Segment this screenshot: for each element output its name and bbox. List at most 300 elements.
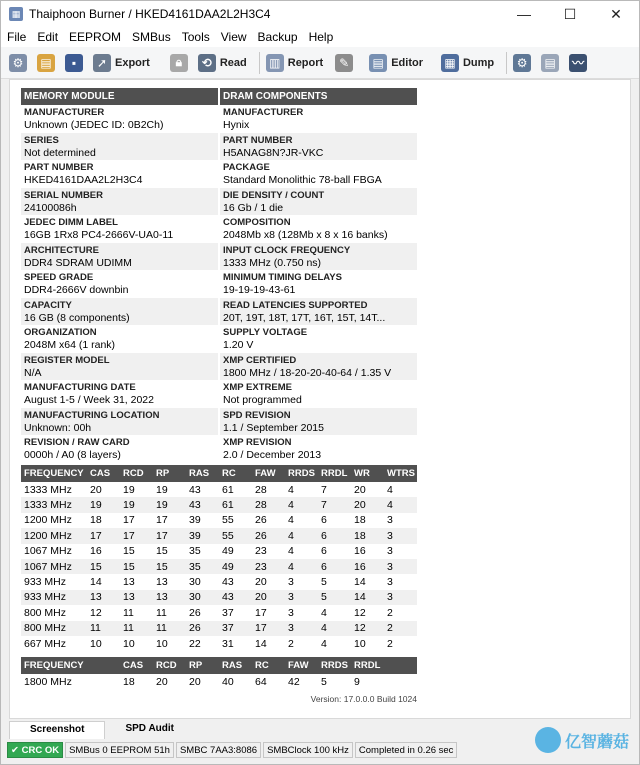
timing-cell: 5 <box>321 576 327 589</box>
menu-file[interactable]: File <box>7 30 27 44</box>
report-panel <box>9 79 631 719</box>
timing-cell: 10 <box>123 637 135 650</box>
module-field-value: DDR4-2666V downbin <box>24 284 129 296</box>
bottom-tabs <box>9 721 194 739</box>
timing-cell: 1200 MHz <box>21 528 87 543</box>
tab-spd-audit[interactable]: SPD Audit <box>125 723 174 734</box>
module-field-row <box>21 435 218 463</box>
dram-field-label: PACKAGE <box>223 162 270 173</box>
timing-header-cell: RAS <box>186 465 219 482</box>
dram-field-value: 16 Gb / 1 die <box>223 201 284 214</box>
xmp-header-cell: RP <box>186 657 219 674</box>
module-field-value: 24100086h <box>24 201 77 214</box>
wrench-icon: ✎ <box>335 54 353 72</box>
dram-field-value: H5ANAG8N?JR-VKC <box>223 146 324 159</box>
timing-header-cell: RCD <box>120 465 153 482</box>
timing-cell: 15 <box>87 559 120 574</box>
timing-cell: 800 MHz <box>24 606 67 619</box>
timing-cell: 6 <box>321 514 327 527</box>
timing-cell: 18 <box>354 514 366 527</box>
dram-field-value: 2.0 / December 2013 <box>223 449 322 461</box>
timing-cell: 19 <box>123 483 135 496</box>
dram-components-column <box>220 88 417 463</box>
timing-cell: 39 <box>189 514 201 527</box>
xmp-header-cell: RRDL <box>351 657 384 674</box>
timing-cell: 933 MHz <box>24 576 67 589</box>
xmp-header-cell: RRDS <box>318 657 351 674</box>
timing-cell: 15 <box>123 545 135 558</box>
timing-cell: 28 <box>255 483 267 496</box>
module-field-row <box>21 160 218 188</box>
report-icon: ▥ <box>266 54 284 72</box>
minimize-button[interactable]: — <box>517 6 531 22</box>
menu-eeprom[interactable]: EEPROM <box>69 30 122 44</box>
module-field-row <box>21 270 218 298</box>
timing-cell: 20 <box>252 590 285 605</box>
timing-cell: 1067 MHz <box>24 545 72 558</box>
dram-field-row <box>220 298 417 326</box>
folder-icon: ▤ <box>37 54 55 72</box>
timing-cell: 61 <box>222 483 234 496</box>
module-field-label: MANUFACTURER <box>24 107 105 118</box>
timing-row <box>21 621 417 636</box>
module-field-value: HKED4161DAA2L2H3C4 <box>24 174 143 186</box>
timing-cell: 19 <box>156 483 168 496</box>
timing-cell: 55 <box>219 528 252 543</box>
module-field-row <box>21 298 218 326</box>
timing-cell: 30 <box>189 576 201 589</box>
dram-field-row <box>220 188 417 216</box>
timing-cell: 4 <box>321 606 327 619</box>
timing-cell: 14 <box>90 576 102 589</box>
xmp-cell: 18 <box>123 675 135 688</box>
xmp-cell: 40 <box>222 675 234 688</box>
xmp-header-cell: RC <box>252 657 285 674</box>
timing-cell: 17 <box>156 514 168 527</box>
module-field-value: Unknown (JEDEC ID: 0B2Ch) <box>24 119 164 131</box>
timing-cell: 16 <box>351 559 384 574</box>
timing-cell: 16 <box>90 545 102 558</box>
timing-header-cell: FAW <box>252 465 285 482</box>
dram-field-value: 2048Mb x8 (128Mb x 8 x 16 banks) <box>223 229 388 241</box>
app-icon: ▦ <box>9 7 23 21</box>
timing-row <box>21 636 417 651</box>
dram-field-label: INPUT CLOCK FREQUENCY <box>223 244 351 256</box>
timing-cell: 4 <box>387 483 393 496</box>
dram-field-value: Not programmed <box>223 394 302 406</box>
timing-row <box>21 497 417 512</box>
timing-cell: 2 <box>288 637 294 650</box>
dram-field-label: MINIMUM TIMING DELAYS <box>223 272 342 283</box>
window-title: Thaiphoon Burner / HKED4161DAA2L2H3C4 <box>29 7 271 21</box>
timing-header-cell: FREQUENCY <box>21 465 87 482</box>
timing-cell: 20 <box>351 497 384 512</box>
dram-field-value: 1800 MHz / 18-20-20-40-64 / 1.35 V <box>223 366 392 379</box>
watermark-logo-icon <box>535 727 561 753</box>
monitor-icon: 〰 <box>569 54 587 72</box>
timing-cell: 55 <box>222 514 234 527</box>
module-field-label: SPEED GRADE <box>24 272 94 283</box>
detect-button[interactable] <box>9 50 31 76</box>
monitor-button[interactable] <box>569 50 591 76</box>
timing-cell: 4 <box>288 545 294 558</box>
timing-cell: 37 <box>219 621 252 636</box>
timing-cell: 12 <box>90 606 102 619</box>
timing-cell: 17 <box>252 621 285 636</box>
timing-cell: 35 <box>186 559 219 574</box>
crc-status: ✔ CRC OK <box>7 742 63 758</box>
timing-cell: 10 <box>90 637 102 650</box>
timing-row <box>21 559 417 574</box>
dram-field-label: SUPPLY VOLTAGE <box>223 327 308 338</box>
read-button[interactable] <box>198 50 247 76</box>
xmp-cell: 64 <box>255 675 267 688</box>
xmp-cell: 9 <box>354 675 360 688</box>
memory-module-column <box>21 88 218 463</box>
timing-table <box>21 465 417 651</box>
dram-field-label: MANUFACTURER <box>223 107 304 118</box>
xmp-header-cell: RAS <box>219 657 252 674</box>
timing-row <box>21 574 417 589</box>
save-button[interactable] <box>65 50 87 76</box>
dram-field-label: XMP REVISION <box>223 437 292 448</box>
toolbar-separator <box>259 52 260 74</box>
xmp-cell: 1800 MHz <box>24 675 72 688</box>
timing-cell: 26 <box>252 528 285 543</box>
timing-cell: 17 <box>153 528 186 543</box>
timing-row <box>21 590 417 605</box>
version-label: Version: 17.0.0.0 Build 1024 <box>310 694 417 704</box>
dram-field-value: 20T, 19T, 18T, 17T, 16T, 15T, 14T... <box>223 311 386 324</box>
timing-cell: 16 <box>354 545 366 558</box>
timing-cell: 17 <box>87 528 120 543</box>
watermark-text: 亿智蘑菇 <box>564 733 629 751</box>
maximize-button[interactable]: ☐ <box>563 5 577 22</box>
xmp-cell: 20 <box>156 675 168 688</box>
report-label: Report <box>287 56 324 69</box>
dram-field-label: XMP CERTIFIED <box>223 354 297 366</box>
timing-header-cell: WR <box>351 465 384 482</box>
xmp-timing-table <box>21 657 417 689</box>
timing-cell: 13 <box>87 590 120 605</box>
timing-cell: 4 <box>288 483 294 496</box>
timing-header-cell: WTRS <box>384 465 417 482</box>
timing-cell: 20 <box>354 483 366 496</box>
smbc-status: SMBC 7AA3:8086 <box>176 742 261 758</box>
xmp-cell <box>384 674 417 689</box>
timing-cell: 4 <box>285 528 318 543</box>
timing-cell: 1067 MHz <box>21 559 87 574</box>
xmp-header-cell <box>87 657 120 674</box>
timing-cell: 28 <box>252 497 285 512</box>
timing-cell: 3 <box>384 559 417 574</box>
dram-field-value: Standard Monolithic 78-ball FBGA <box>223 174 382 186</box>
timing-cell: 14 <box>255 637 267 650</box>
dram-field-row <box>220 133 417 161</box>
dram-field-label: SPD REVISION <box>223 409 291 421</box>
timing-cell: 26 <box>255 514 267 527</box>
module-field-label: SERIAL NUMBER <box>24 189 103 201</box>
module-field-row <box>21 105 218 133</box>
module-field-label: MANUFACTURING LOCATION <box>24 409 160 421</box>
menu-view[interactable]: View <box>220 30 247 44</box>
menu-backup[interactable]: Backup <box>257 30 298 44</box>
dump-label: Dump <box>462 56 495 69</box>
tools-button[interactable] <box>335 50 357 76</box>
timing-cell: 15 <box>120 559 153 574</box>
timing-cell: 11 <box>153 621 186 636</box>
timing-header-cell: CAS <box>87 465 120 482</box>
module-field-value: 2048M x64 (1 rank) <box>24 339 116 351</box>
module-field-row <box>21 133 218 161</box>
timing-cell: 11 <box>120 621 153 636</box>
timing-cell: 26 <box>186 621 219 636</box>
completed-status: Completed in 0.26 sec <box>355 742 458 758</box>
module-field-value: Unknown: 00h <box>24 421 92 434</box>
dram-field-row <box>220 105 417 133</box>
dram-field-row <box>220 270 417 298</box>
export-icon: ➚ <box>93 54 111 72</box>
timing-row <box>21 544 417 559</box>
timing-cell: 4 <box>318 621 351 636</box>
timing-cell: 18 <box>90 514 102 527</box>
tab-screenshot[interactable]: Screenshot <box>9 721 105 739</box>
lock-button[interactable] <box>170 50 192 76</box>
module-field-row <box>21 325 218 353</box>
timing-cell: 61 <box>219 497 252 512</box>
timing-cell: 18 <box>351 528 384 543</box>
timing-cell: 6 <box>318 528 351 543</box>
timing-cell: 43 <box>186 497 219 512</box>
timing-cell: 15 <box>153 559 186 574</box>
timing-cell: 6 <box>318 559 351 574</box>
dram-field-row <box>220 215 417 243</box>
timing-cell: 3 <box>285 590 318 605</box>
timing-cell: 3 <box>285 621 318 636</box>
timing-cell: 23 <box>252 559 285 574</box>
dram-field-row <box>220 353 417 381</box>
dram-field-label: DIE DENSITY / COUNT <box>223 189 325 201</box>
timing-row <box>21 528 417 543</box>
timing-cell: 7 <box>318 497 351 512</box>
dram-field-row <box>220 160 417 188</box>
timing-cell: 4 <box>285 559 318 574</box>
xmp-cell: 42 <box>288 675 300 688</box>
timing-cell: 15 <box>156 545 168 558</box>
xmp-cell: 20 <box>189 675 201 688</box>
module-field-label: REVISION / RAW CARD <box>24 437 130 448</box>
dram-field-row <box>220 325 417 353</box>
timing-cell: 13 <box>120 590 153 605</box>
timing-cell: 2 <box>384 621 417 636</box>
timing-cell: 3 <box>384 528 417 543</box>
timing-cell: 20 <box>255 576 267 589</box>
timing-header-cell: RC <box>219 465 252 482</box>
timing-cell: 14 <box>351 590 384 605</box>
memory-module-header: MEMORY MODULE <box>21 88 218 105</box>
timing-cell: 17 <box>255 606 267 619</box>
timing-cell: 10 <box>354 637 366 650</box>
dump-button[interactable] <box>441 50 494 76</box>
close-button[interactable]: ✕ <box>610 5 622 22</box>
xmp-header-cell: CAS <box>120 657 153 674</box>
timing-cell: 13 <box>153 590 186 605</box>
document-icon: ▤ <box>541 54 559 72</box>
module-field-value: August 1-5 / Week 31, 2022 <box>24 394 154 406</box>
xmp-header-cell <box>384 657 417 674</box>
module-field-label: ORGANIZATION <box>24 327 97 338</box>
xmp-cell: 5 <box>321 675 327 688</box>
timing-cell: 35 <box>189 545 201 558</box>
timing-cell: 19 <box>120 497 153 512</box>
timing-cell: 22 <box>189 637 201 650</box>
dram-field-value: 1.20 V <box>223 339 254 351</box>
timing-header-cell: RRDS <box>285 465 318 482</box>
timing-cell: 2 <box>387 606 393 619</box>
timing-cell: 4 <box>285 497 318 512</box>
dump-icon: ▦ <box>441 54 459 72</box>
timing-cell: 800 MHz <box>21 621 87 636</box>
timing-cell: 11 <box>156 606 167 619</box>
timing-cell: 3 <box>384 590 417 605</box>
dram-field-value: 19-19-19-43-61 <box>223 284 296 296</box>
crc-status-label: CRC OK <box>21 745 60 756</box>
xmp-row <box>21 674 417 689</box>
editor-label: Editor <box>391 56 423 69</box>
module-field-label: MANUFACTURING DATE <box>24 382 136 393</box>
module-field-label: SERIES <box>24 134 59 146</box>
dram-field-value: Hynix <box>223 119 250 131</box>
report-button[interactable] <box>266 50 323 76</box>
timing-cell: 933 MHz <box>21 590 87 605</box>
xmp-header-cell: FREQUENCY <box>21 657 87 674</box>
gear-icon: ⚙ <box>513 54 531 72</box>
timing-cell: 11 <box>87 621 120 636</box>
timing-cell: 1200 MHz <box>24 514 72 527</box>
timing-cell: 1333 MHz <box>21 497 87 512</box>
timing-cell: 4 <box>384 497 417 512</box>
timing-row <box>21 513 417 528</box>
dram-field-label: COMPOSITION <box>223 217 291 228</box>
read-icon: ⟲ <box>198 54 216 72</box>
timing-cell: 3 <box>288 606 294 619</box>
timing-cell: 2 <box>387 637 393 650</box>
dram-field-label: READ LATENCIES SUPPORTED <box>223 299 368 311</box>
module-field-label: JEDEC DIMM LABEL <box>24 217 118 228</box>
watermark <box>535 727 629 753</box>
lock-icon: 🔒︎ <box>170 54 188 72</box>
chip-icon: ⚙ <box>9 54 27 72</box>
module-field-label: PART NUMBER <box>24 162 94 173</box>
module-field-label: REGISTER MODEL <box>24 354 110 366</box>
smbclock-status: SMBClock 100 kHz <box>263 742 353 758</box>
module-field-value: N/A <box>24 366 42 379</box>
dram-components-header: DRAM COMPONENTS <box>220 88 417 105</box>
dram-field-label: PART NUMBER <box>223 134 293 146</box>
smbus-status: SMBus 0 EEPROM 51h <box>65 742 174 758</box>
timing-cell: 6 <box>321 545 327 558</box>
timing-cell: 13 <box>123 576 135 589</box>
timing-cell: 17 <box>120 528 153 543</box>
timing-cell: 11 <box>123 606 134 619</box>
dram-field-label: XMP EXTREME <box>223 382 292 393</box>
timing-cell: 49 <box>222 545 234 558</box>
timing-cell: 7 <box>321 483 327 496</box>
module-field-row <box>21 243 218 271</box>
timing-cell: 31 <box>222 637 234 650</box>
module-field-label: ARCHITECTURE <box>24 244 99 256</box>
xmp-cell <box>87 674 120 689</box>
timing-cell: 13 <box>156 576 168 589</box>
module-field-row <box>21 353 218 381</box>
timing-cell: 12 <box>351 621 384 636</box>
export-button[interactable] <box>93 50 150 76</box>
timing-cell: 3 <box>387 514 393 527</box>
timing-cell: 30 <box>186 590 219 605</box>
timing-cell: 43 <box>219 590 252 605</box>
timing-cell: 20 <box>90 483 102 496</box>
xmp-header-cell: RCD <box>153 657 186 674</box>
timing-cell: 3 <box>288 576 294 589</box>
timing-cell: 14 <box>354 576 366 589</box>
document-button[interactable] <box>541 50 563 76</box>
read-label: Read <box>219 56 247 69</box>
open-button[interactable] <box>37 50 59 76</box>
timing-cell: 23 <box>255 545 267 558</box>
dram-field-value: 1.1 / September 2015 <box>223 421 324 434</box>
module-field-row <box>21 408 218 436</box>
timing-cell: 5 <box>318 590 351 605</box>
menu-tools[interactable]: Tools <box>181 30 210 44</box>
editor-button[interactable] <box>369 50 423 76</box>
menu-edit[interactable]: Edit <box>37 30 59 44</box>
timing-cell: 43 <box>189 483 201 496</box>
toolbar <box>1 47 639 79</box>
export-label: Export <box>115 56 150 69</box>
timing-cell: 4 <box>288 514 294 527</box>
title-bar[interactable] <box>1 1 639 27</box>
timing-header-cell: RRDL <box>318 465 351 482</box>
xmp-header-cell: FAW <box>285 657 318 674</box>
timing-cell: 43 <box>222 576 234 589</box>
dram-field-row <box>220 435 417 463</box>
timing-cell: 667 MHz <box>24 637 67 650</box>
toolbar-separator <box>506 52 507 74</box>
module-field-row <box>21 380 218 408</box>
timing-cell: 1333 MHz <box>24 483 72 496</box>
module-field-value: 0000h / A0 (8 layers) <box>24 449 121 461</box>
timing-cell: 19 <box>153 497 186 512</box>
menu-smbus[interactable]: SMBus <box>132 30 171 44</box>
module-field-value: DDR4 SDRAM UDIMM <box>24 256 132 269</box>
timing-cell: 17 <box>123 514 135 527</box>
timing-cell: 19 <box>87 497 120 512</box>
module-field-row <box>21 188 218 216</box>
timing-cell: 10 <box>156 637 168 650</box>
dram-field-value: 1333 MHz (0.750 ns) <box>223 256 322 269</box>
module-field-value: Not determined <box>24 146 96 159</box>
menu-help[interactable]: Help <box>308 30 334 44</box>
timing-header-cell: RP <box>153 465 186 482</box>
timing-cell: 37 <box>222 606 234 619</box>
timing-cell: 12 <box>354 606 366 619</box>
module-field-label: CAPACITY <box>24 299 72 311</box>
floppy-icon: ▪ <box>65 54 83 72</box>
dram-field-row <box>220 380 417 408</box>
timing-cell: 3 <box>387 576 393 589</box>
settings-button[interactable] <box>513 50 535 76</box>
dram-field-row <box>220 243 417 271</box>
